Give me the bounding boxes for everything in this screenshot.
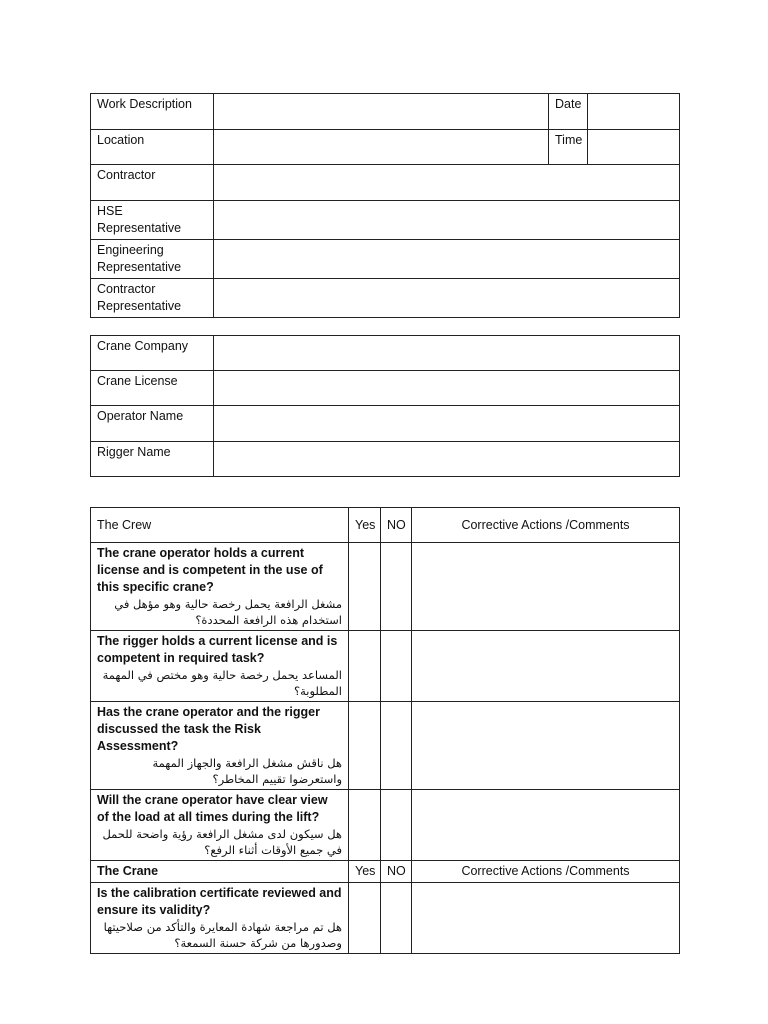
no-cell[interactable] [381, 790, 412, 861]
no-cell[interactable] [381, 631, 412, 702]
yes-cell[interactable] [349, 702, 381, 790]
checklist-table [90, 507, 680, 954]
crane-license-label: Crane License [91, 371, 214, 406]
question-en: The crane operator holds a current license and is competent in the use of this specific crane? [97, 546, 323, 594]
question-cell [91, 790, 349, 861]
work-description-field[interactable] [214, 94, 549, 130]
comments-cell[interactable] [412, 543, 680, 631]
time-field[interactable] [588, 130, 680, 165]
contractor-rep-field[interactable] [214, 279, 680, 318]
question-en: Is the calibration certificate reviewed and ensure its validity? [97, 886, 342, 917]
table-row [91, 883, 680, 954]
no-cell[interactable] [381, 702, 412, 790]
crane-company-label: Crane Company [91, 336, 214, 371]
crane-info-table [90, 335, 680, 477]
operator-name-label: Operator Name [91, 406, 214, 442]
question-ar: مشغل الرافعة يحمل رخصة حالية وهو مؤهل في استخدام هذه الرافعة المحددة؟ [114, 597, 342, 627]
yes-cell[interactable] [349, 883, 381, 954]
date-field[interactable] [588, 94, 680, 130]
contractor-label: Contractor [91, 165, 214, 201]
comments-header-2: Corrective Actions /Comments [412, 861, 680, 883]
work-info-table [90, 93, 680, 318]
question-cell [91, 883, 349, 954]
comments-cell[interactable] [412, 883, 680, 954]
question-ar: هل تم مراجعة شهادة المعايرة والتأكد من صلاحيتها وصدورها من شركة حسنة السمعة؟ [103, 920, 342, 950]
comments-cell[interactable] [412, 790, 680, 861]
table-row [91, 631, 680, 702]
question-ar: هل سيكون لدى مشغل الرافعة رؤية واضحة للحمل في جميع الأوقات أثناء الرفع؟ [102, 827, 342, 857]
table-row [91, 790, 680, 861]
work-description-label: Work Description [91, 94, 214, 130]
yes-header-2: Yes [349, 861, 381, 883]
location-field[interactable] [214, 130, 549, 165]
yes-header: Yes [349, 508, 381, 543]
question-cell [91, 631, 349, 702]
yes-cell[interactable] [349, 790, 381, 861]
question-ar: المساعد يحمل رخصة حالية وهو مختص في المهمة المطلوبة؟ [102, 668, 342, 698]
comments-header: Corrective Actions /Comments [412, 508, 680, 543]
crane-company-field[interactable] [214, 336, 680, 371]
contractor-rep-label: Contractor Representative [91, 279, 214, 318]
time-label: Time [549, 130, 588, 165]
question-en: Will the crane operator have clear view of the load at all times during the lift? [97, 793, 328, 824]
no-header: NO [381, 508, 412, 543]
hse-rep-field[interactable] [214, 201, 680, 240]
no-cell[interactable] [381, 543, 412, 631]
question-en: The rigger holds a current license and is competent in required task? [97, 634, 338, 665]
rigger-name-label: Rigger Name [91, 442, 214, 477]
table-row [91, 543, 680, 631]
question-cell [91, 543, 349, 631]
no-cell[interactable] [381, 883, 412, 954]
hse-rep-label: HSE Representative [91, 201, 214, 240]
rigger-name-field[interactable] [214, 442, 680, 477]
table-row [91, 702, 680, 790]
no-header-2: NO [381, 861, 412, 883]
date-label: Date [549, 94, 588, 130]
comments-cell[interactable] [412, 631, 680, 702]
question-cell [91, 702, 349, 790]
question-en: Has the crane operator and the rigger discussed the task the Risk Assessment? [97, 705, 320, 753]
yes-cell[interactable] [349, 631, 381, 702]
operator-name-field[interactable] [214, 406, 680, 442]
contractor-field[interactable] [214, 165, 680, 201]
location-label: Location [91, 130, 214, 165]
crane-header: The Crane [91, 861, 349, 883]
engineering-rep-label: Engineering Representative [91, 240, 214, 279]
question-ar: هل ناقش مشغل الرافعة والجهاز المهمة واستعرضوا تقييم المخاطر؟ [152, 756, 342, 786]
engineering-rep-field[interactable] [214, 240, 680, 279]
yes-cell[interactable] [349, 543, 381, 631]
crew-header: The Crew [91, 508, 349, 543]
crane-license-field[interactable] [214, 371, 680, 406]
comments-cell[interactable] [412, 702, 680, 790]
